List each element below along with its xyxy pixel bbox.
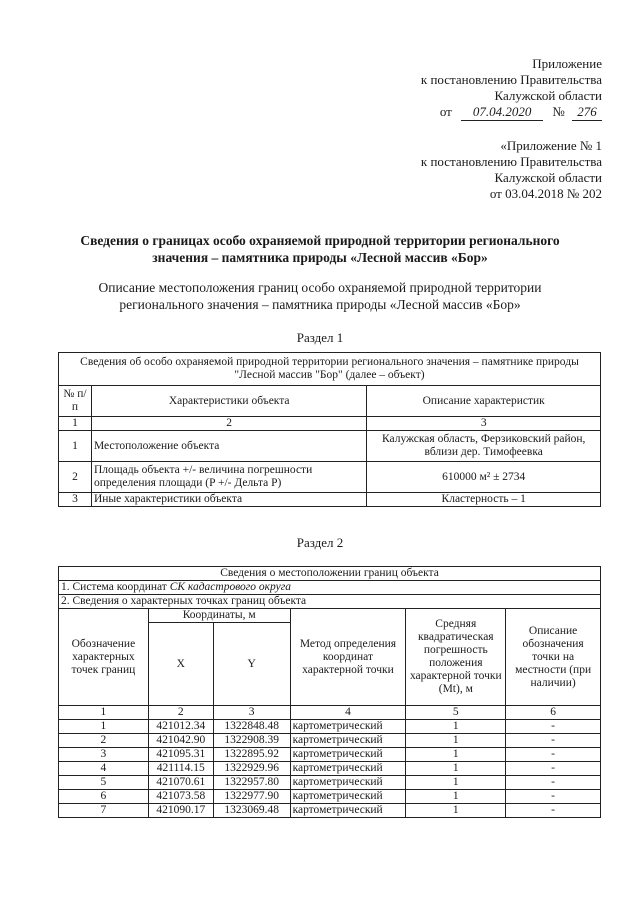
appendix-date: 07.04.2020 [461,104,543,121]
table-cell: 7 [59,804,149,818]
table-cell: 1 [406,804,506,818]
table-cell: 3 [213,706,290,720]
table-cell: 1 [406,790,506,804]
table-cell: 421114.15 [148,762,213,776]
table-cell: Калужская область, Ферзиковский район, вблизи дер. Тимофеевка [367,431,601,462]
col-header-error: Средняя квадратическая погрешность положения характерной точки (Mt), м [406,609,506,706]
col-header-no: № п/п [59,386,92,417]
table-row [59,595,601,609]
table-cell: 1322908.39 [213,734,290,748]
table-row [59,748,601,762]
table-row [59,762,601,776]
table-row [59,804,601,818]
prev-line4: от 03.04.2018 № 202 [489,186,602,201]
table-cell: 1 [406,720,506,734]
table-cell: картометрический [290,748,406,762]
table-row [59,462,601,493]
table-cell: - [506,734,601,748]
section2-title: Раздел 2 [296,535,344,550]
table-row [59,581,601,595]
table-row [59,734,601,748]
prev-line2: к постановлению Правительства [420,154,602,169]
coordinate-system-label: 1. Система координат [61,581,167,593]
appendix-ot: от [439,104,452,119]
table-cell: 4 [290,706,406,720]
section2-table [58,566,601,818]
prev-title: «Приложение № 1 [500,138,602,153]
coordinate-system-row [59,581,601,595]
appendix-no-sign: № [552,104,565,119]
table-row [59,386,601,417]
col-header-characteristics: Характеристики объекта [91,386,366,417]
table-cell: Площадь объекта +/- величина погрешности определения площади (P +/- Дельта P) [91,462,366,493]
table-cell: 1 [406,748,506,762]
table-cell: картометрический [290,804,406,818]
table-cell: 421070.61 [148,776,213,790]
table-cell: 5 [406,706,506,720]
table-cell: 2 [59,462,92,493]
table-cell: картометрический [290,790,406,804]
table-cell: 2 [148,706,213,720]
table-cell: 1 [59,720,149,734]
table-cell: - [506,804,601,818]
table-row [59,417,601,431]
prev-line3: Калужской области [494,170,602,185]
section2-caption: Сведения о местоположении границ объекта [59,567,601,581]
table-cell: 5 [59,776,149,790]
table-cell: 2 [91,417,366,431]
table-cell: 6 [59,790,149,804]
document-subtitle-line1: Описание местоположения границ особо охраняемой природной территории [98,280,542,295]
previous-appendix-header [421,138,602,202]
table-cell: Местоположение объекта [91,431,366,462]
table-row [59,567,601,581]
table-cell: 1322848.48 [213,720,290,734]
points-label: 2. Сведения о характерных точках границ объекта [59,595,601,609]
table-cell: 3 [59,493,92,507]
col-header-method: Метод определения координат характерной точки [290,609,406,706]
table-cell: 1 [59,431,92,462]
document-title-line1: Сведения о границах особо охраняемой природной территории регионального [80,233,560,248]
table-cell: - [506,748,601,762]
table-cell: 1322977.90 [213,790,290,804]
table-row [59,790,601,804]
table-cell: 1 [59,706,149,720]
table-cell: 6 [506,706,601,720]
section1-caption: Сведения об особо охраняемой природной территории регионального значения – памятнике природы "Лесной массив "Бор" (далее – объект) [59,353,601,386]
table-cell: 3 [367,417,601,431]
appendix-line3: Калужской области [494,88,602,103]
table-cell: Иные характеристики объекта [91,493,366,507]
col-header-description: Описание характеристик [367,386,601,417]
table-cell: 4 [59,762,149,776]
section1-table [58,352,601,507]
document-subtitle [40,279,600,313]
table-cell: 2 [59,734,149,748]
col-header-x: X [148,623,213,706]
table-row [59,431,601,462]
table-cell: картометрический [290,762,406,776]
table-row [59,353,601,386]
table-cell: 1 [406,762,506,776]
section1-title: Раздел 1 [296,330,344,345]
table-cell: 1 [406,776,506,790]
col-header-y: Y [213,623,290,706]
table-cell: картометрический [290,734,406,748]
table-cell: - [506,790,601,804]
table-cell: 1322895.92 [213,748,290,762]
table-cell: картометрический [290,776,406,790]
table-cell: - [506,762,601,776]
table-row [59,609,601,623]
appendix-header [421,56,602,121]
table-cell: 1 [59,417,92,431]
table-cell: 1322957.80 [213,776,290,790]
table-cell: 3 [59,748,149,762]
table-cell: 1 [406,734,506,748]
appendix-line2: к постановлению Правительства [420,72,602,87]
table-row [59,706,601,720]
col-header-coords: Координаты, м [148,609,290,623]
appendix-title: Приложение [532,56,602,71]
table-cell: картометрический [290,720,406,734]
document-title [40,232,600,266]
table-cell: 421073.58 [148,790,213,804]
table-cell: 1323069.48 [213,804,290,818]
table-cell: 421042.90 [148,734,213,748]
table-cell: - [506,720,601,734]
coordinate-system-value: СК кадастрового округа [169,581,291,593]
table-cell: - [506,776,601,790]
document-title-line2: значения – памятника природы «Лесной массив «Бор» [152,250,488,265]
table-cell: 421095.31 [148,748,213,762]
table-row [59,720,601,734]
table-row [59,493,601,507]
table-cell: Кластерность – 1 [367,493,601,507]
appendix-number: 276 [572,104,602,121]
table-cell: 610000 м² ± 2734 [367,462,601,493]
table-row [59,776,601,790]
table-cell: 421090.17 [148,804,213,818]
appendix-date-line [421,104,602,121]
table-cell: 1322929.96 [213,762,290,776]
table-cell: 421012.34 [148,720,213,734]
document-subtitle-line2: регионального значения – памятника природы «Лесной массив «Бор» [119,297,521,312]
col-header-mark: Описание обозначения точки на местности (при наличии) [506,609,601,706]
col-header-point: Обозначение характерных точек границ [59,609,149,706]
